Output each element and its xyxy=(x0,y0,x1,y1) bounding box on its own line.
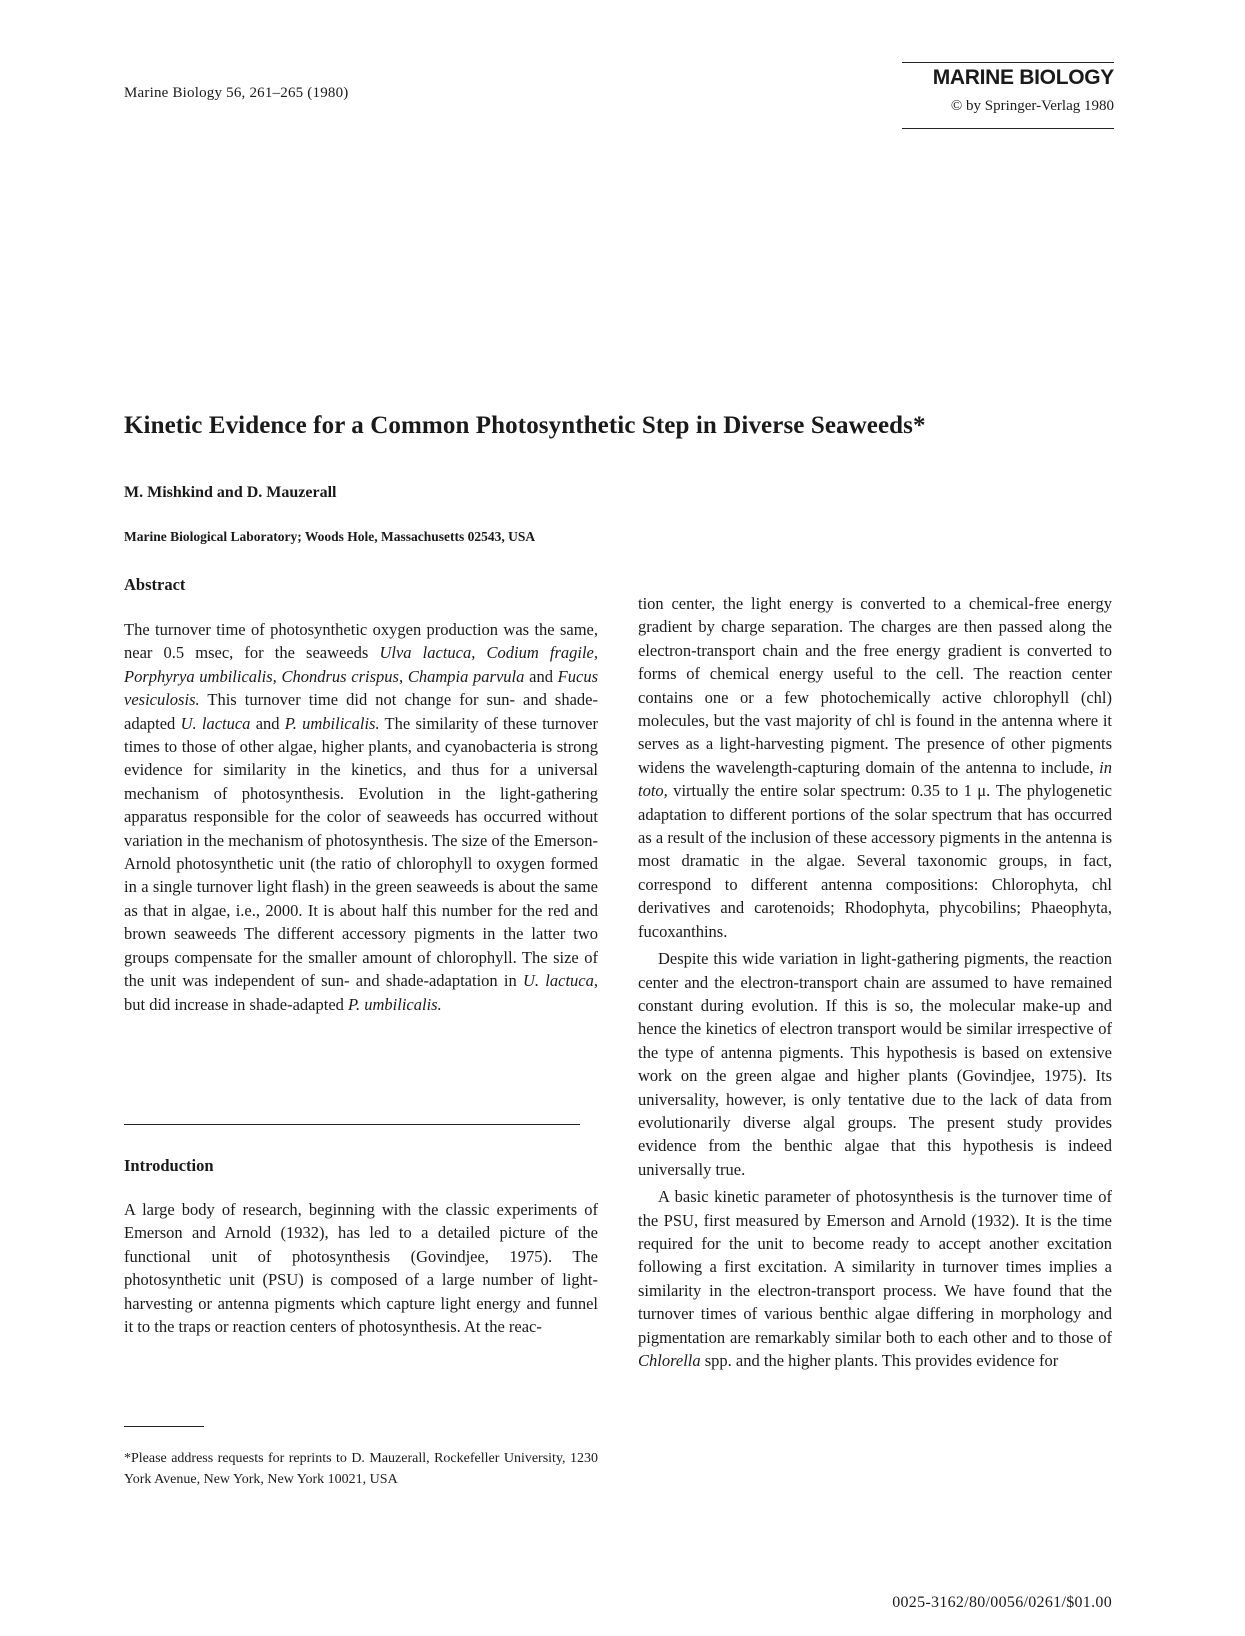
brand-top-rule xyxy=(902,62,1114,63)
section-divider xyxy=(124,1124,580,1125)
intro-paragraph-2: Despite this wide variation in light-gathering pigments, the reaction center and the electron-transport chain are assumed to have remained constant during evolution. If this is so, the molecular make-up and hence the kinetics of electron transport would be similar irrespective of the type of antenna pigments. This hypothesis is based on extensive work on the green algae and higher plants (Govindjee, 1975). Its universality, however, is only tentative due to the lack of data from evolutionarily diverse algal groups. The present study provides evidence from the benthic algae that this hypothesis is indeed universally true. xyxy=(638,949,1112,1179)
copyright-line: © by Springer-Verlag 1980 xyxy=(950,98,1114,114)
journal-citation: Marine Biology 56, 261–265 (1980) xyxy=(124,85,349,101)
author-affiliation: Marine Biological Laboratory; Woods Hole, Massachusetts 02543, USA xyxy=(124,529,536,544)
article-authors: M. Mishkind and D. Mauzerall xyxy=(124,484,337,501)
brand-bottom-rule xyxy=(902,128,1114,129)
introduction-body-right xyxy=(638,592,1112,1372)
article-code: 0025-3162/80/0056/0261/$01.00 xyxy=(892,1594,1112,1611)
footnote-rule xyxy=(124,1426,204,1427)
introduction-heading: Introduction xyxy=(124,1156,214,1175)
abstract-paragraph: The turnover time of photosynthetic oxygen production was the same, near 0.5 msec, for the seaweeds Ulva lactuca, Codium fragile, Porphyrya umbilicalis, Chondrus crispus, Champia parvula and Fucus vesiculosis. This turnover time did not change for sun- and shade-adapted U. lactuca and P. umbilicalis. The similarity of these turnover times to those of other algae, higher plants, and cyanobacteria is strong evidence for similarity in the kinetics, and thus for a universal mechanism of photosynthesis. Evolution in the light-gathering apparatus responsible for the color of seaweeds has occurred without variation in the mechanism of photosynthesis. The size of the Emerson-Arnold photosynthetic unit (the ratio of chlorophyll to oxygen formed in a single turnover light flash) in the green seaweeds is about the same as that in algae, i.e., 2000. It is about half this number for the red and brown seaweeds The different accessory pigments in the latter two groups compensate for the smaller amount of chlorophyll. The size of the unit was independent of sun- and shade-adaptation in U. lactuca, but did increase in shade-adapted P. umbilicalis. xyxy=(124,620,599,1014)
intro-paragraph-1-continued: tion center, the light energy is converted to a chemical-free energy gradient by charge separation. The charges are then passed along the electron-transport chain and the free energy gradient is converted to forms of chemical energy useful to the cell. The reaction center contains one or a few photochemically active chlorophyll (chl) molecules, but the vast majority of chl is found in the antenna where it serves as a light-harvesting pigment. The presence of other pigments widens the wavelength-capturing domain of the antenna to include, in toto, virtually the entire solar spectrum: 0.35 to 1 μ. The phylogenetic adaptation to different portions of the solar spectrum that has occurred as a result of the inclusion of these accessory pigments in the antenna is most dramatic in the algae. Several taxonomic groups, in fact, correspond to different antenna compositions: Chlorophyta, chl derivatives and carotenoids; Rhodophyta, phycobilins; Phaeophyta, fucoxanthins. xyxy=(638,594,1112,941)
footnote: *Please address requests for reprints to D. Mauzerall, Rockefeller University, 1230 York Avenue, New York, New York 10021, USA xyxy=(124,1451,598,1487)
abstract-body xyxy=(124,618,598,1016)
article-title: Kinetic Evidence for a Common Photosynthetic Step in Diverse Seaweeds* xyxy=(124,412,926,439)
introduction-body-left xyxy=(124,1198,598,1338)
intro-paragraph-1: A large body of research, beginning with the classic experiments of Emerson and Arnold (1932), has led to a detailed picture of the functional unit of photosynthesis (Govindjee, 1975). The photosynthetic unit (PSU) is composed of a large number of light-harvesting or antenna pigments which capture light energy and funnel it to the traps or reaction centers of photosynthesis. At the reac- xyxy=(124,1200,598,1337)
journal-name: MARINE BIOLOGY xyxy=(932,66,1114,89)
intro-paragraph-3: A basic kinetic parameter of photosynthesis is the turnover time of the PSU, first measured by Emerson and Arnold (1932). It is the time required for the unit to become ready to accept another excitation following a first excitation. A similarity in turnover times implies a similarity in the electron-transport process. We have found that the turnover times of various benthic algae differing in morphology and pigmentation are remarkably similar both to each other and to those of Chlorella spp. and the higher plants. This provides evidence for xyxy=(638,1187,1112,1370)
abstract-heading: Abstract xyxy=(124,575,186,594)
